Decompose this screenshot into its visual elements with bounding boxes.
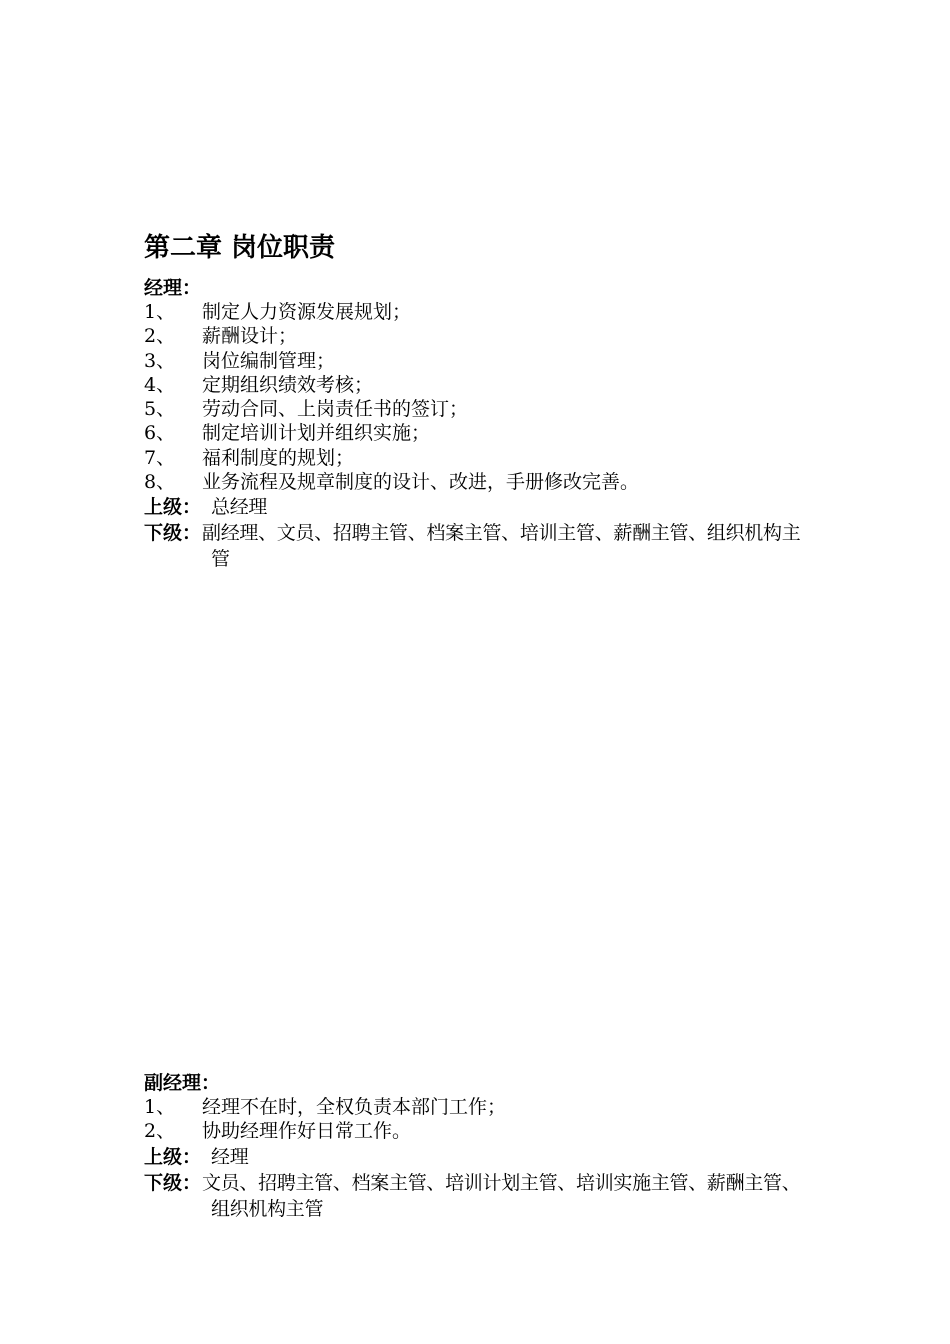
list-item-number: 1、 [144,301,176,323]
list-item-number: 4、 [144,373,176,396]
deputy-manager-section [144,1071,824,1222]
list-item [144,421,824,445]
list-item-text: 经理不在时，全权负责本部门工作； [202,1096,507,1118]
list-item-text: 制定培训计划并组织实施； [202,422,431,445]
subordinate-label: 下级： [144,1171,202,1194]
list-item-number: 7、 [144,446,176,469]
manager-duty-list [144,300,824,494]
subordinate-label: 下级： [144,522,202,545]
list-item [144,324,824,348]
manager-subordinate [144,520,824,572]
list-item [144,300,824,324]
list-item [144,446,824,470]
deputy-manager-duty-list [144,1095,824,1144]
manager-superior [144,494,824,520]
manager-section [144,276,824,572]
list-item-text: 业务流程及规章制度的设计、改进，手册修改完善。 [202,471,640,494]
list-item-text: 协助经理作好日常工作。 [202,1120,412,1143]
list-item-number: 6、 [144,422,176,445]
list-item-number: 1、 [144,1096,176,1118]
list-item-text: 岗位编制管理； [202,349,336,372]
list-item [144,470,824,494]
deputy-manager-superior [144,1144,824,1170]
list-item [144,1095,824,1119]
subordinate-value: 文员、招聘主管、档案主管、培训计划主管、培训实施主管、薪酬主管、组织机构主管 [202,1171,801,1220]
list-item-text: 福利制度的规划； [202,446,355,469]
list-item-text: 定期组织绩效考核； [202,373,374,396]
deputy-manager-subordinate [144,1170,824,1222]
list-item-number: 2、 [144,1120,176,1143]
list-item [144,373,824,397]
superior-value: 经理 [211,1145,249,1168]
list-item-number: 3、 [144,349,176,372]
manager-heading: 经理： [144,277,202,299]
deputy-manager-heading: 副经理： [144,1072,221,1094]
superior-value: 总经理 [211,496,268,519]
list-item [144,397,824,421]
list-item-number: 5、 [144,398,176,421]
list-item-number: 8、 [144,471,176,494]
list-item [144,349,824,373]
list-item-text: 劳动合同、上岗责任书的签订； [202,398,469,421]
superior-label: 上级： [144,1145,202,1168]
subordinate-value: 副经理、文员、招聘主管、档案主管、培训主管、薪酬主管、组织机构主管 [202,522,801,571]
list-item-text: 薪酬设计； [202,325,298,348]
list-item-text: 制定人力资源发展规划； [202,301,412,323]
list-item [144,1119,824,1143]
list-item-number: 2、 [144,325,176,348]
chapter-title: 第二章 岗位职责 [144,233,336,263]
superior-label: 上级： [144,496,202,519]
